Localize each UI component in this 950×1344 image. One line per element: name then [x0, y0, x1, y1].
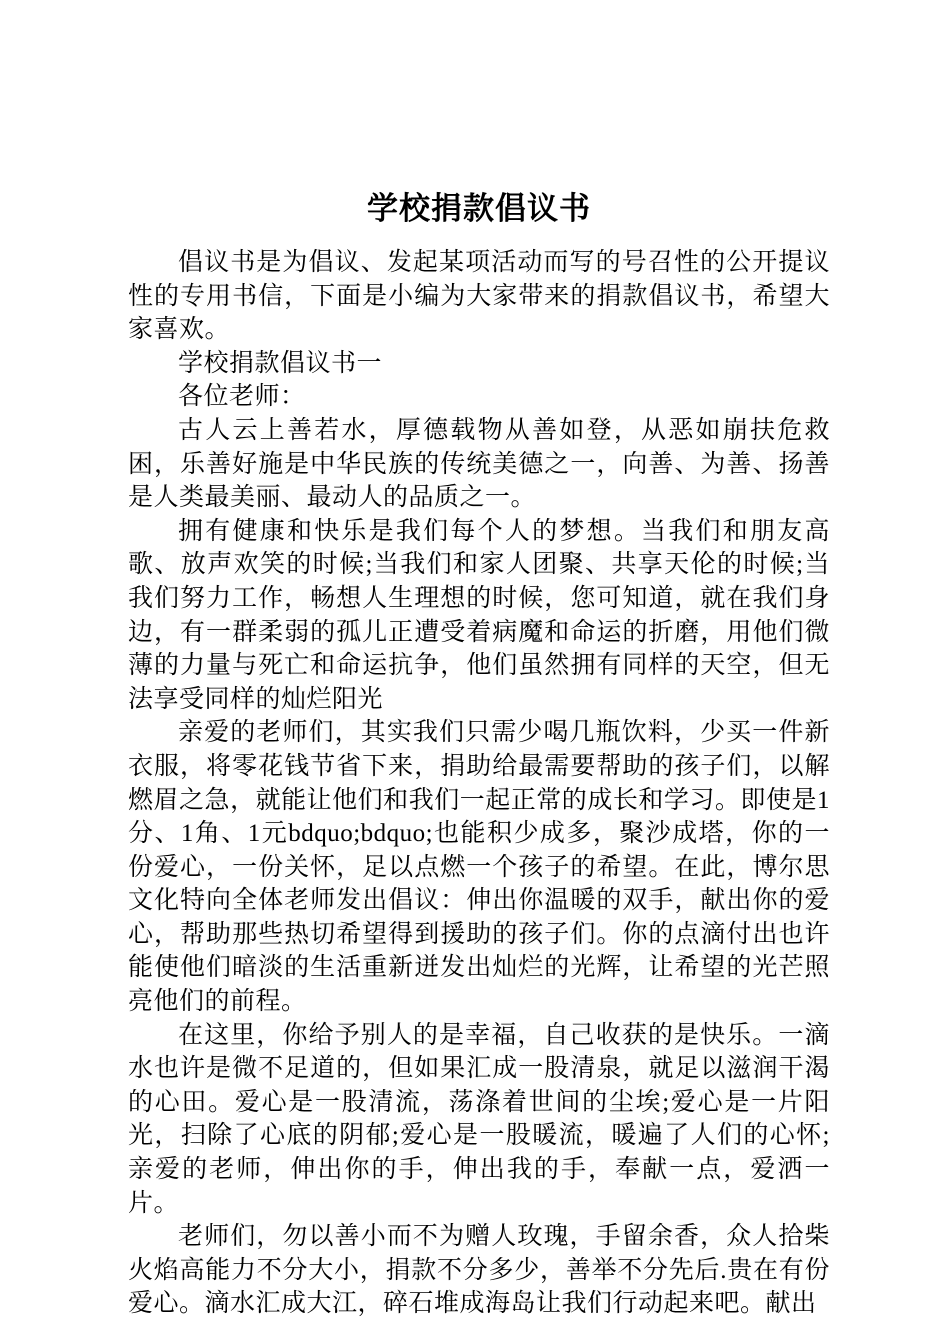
paragraph-intro: 倡议书是为倡议、发起某项活动而写的号召性的公开提议性的专用书信，下面是小编为大家带来的捐款倡议书，希望大家喜欢。: [128, 249, 830, 344]
paragraph-body-2: 拥有健康和快乐是我们每个人的梦想。当我们和朋友高歌、放声欢笑的时候;当我们和家人团聚、共享天伦的时候;当我们努力工作，畅想人生理想的时候，您可知道，就在我们身边，有一群柔弱的孤儿正遭受着病魔和命运的折磨，用他们微薄的力量与死亡和命运抗争，他们虽然拥有同样的天空，但无法享受同样的灿烂阳光: [128, 517, 830, 713]
paragraph-body-4: 在这里，你给予别人的是幸福，自己收获的是快乐。一滴水也许是微不足道的，但如果汇成一股清泉，就足以滋润干渴的心田。爱心是一股清流，荡涤着世间的尘埃;爱心是一片阳光，扫除了心底的阴郁;爱心是一股暖流，暖遍了人们的心怀;亲爱的老师，伸出你的手，伸出我的手，奉献一点，爱洒一片。: [128, 1021, 830, 1217]
paragraph-salutation: 各位老师：: [178, 383, 306, 411]
paragraph-body-5: 老师们，勿以善小而不为赠人玫瑰，手留余香，众人拾柴火焰高能力不分大小，捐款不分多少，善举不分先后.贵在有份爱心。滴水汇成大江，碎石堆成海岛让我们行动起来吧。献出: [128, 1223, 830, 1318]
document-body: [128, 246, 830, 1321]
paragraph-body-1: 古人云上善若水，厚德载物从善如登，从恶如崩扶危救困，乐善好施是中华民族的传统美德之一，向善、为善、扬善是人类最美丽、最动人的品质之一。: [128, 416, 830, 512]
paragraph-subtitle: 学校捐款倡议书一: [178, 349, 383, 377]
paragraph-body-3: 亲爱的老师们，其实我们只需少喝几瓶饮料，少买一件新衣服，将零花钱节省下来，捐助给最需要帮助的孩子们，以解燃眉之急，就能让他们和我们一起正常的成长和学习。即使是1分、1角、1元bdquo;bdquo;也能积少成多，聚沙成塔，你的一份爱心，一份关怀，足以点燃一个孩子的希望。在此，博尔思文化特向全体老师发出倡议：伸出你温暖的双手，献出你的爱心，帮助那些热切希望得到援助的孩子们。你的点滴付出也许能使他们暗淡的生活重新迸发出灿烂的光辉，让希望的光芒照亮他们的前程。: [128, 719, 830, 1016]
document-title: 学校捐款倡议书: [367, 191, 591, 226]
